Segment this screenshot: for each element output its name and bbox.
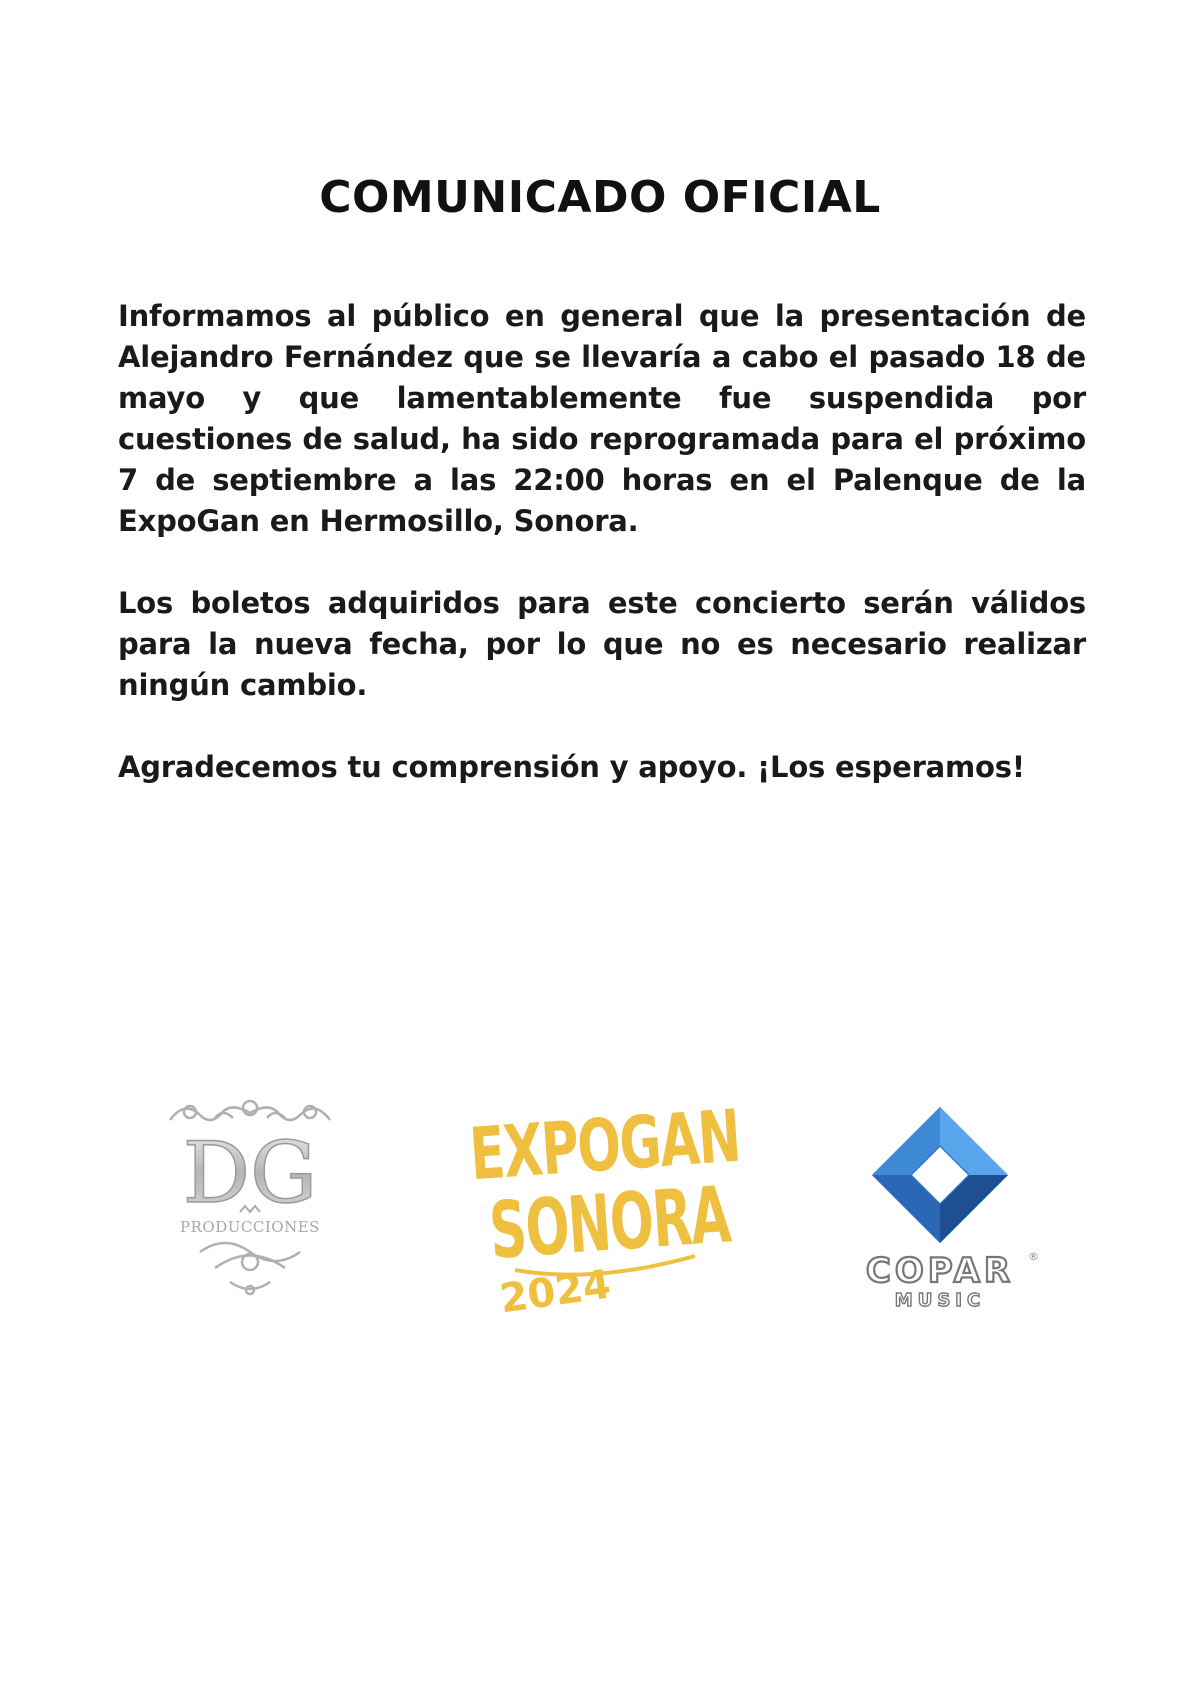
expogan-sonora-logo: [445, 1086, 855, 1330]
dg-producciones-logo: [160, 1090, 340, 1310]
dg-producciones-logo-graphic: [160, 1090, 340, 1310]
dg-monogram: DG: [182, 1124, 318, 1222]
expogan-year: 2024: [496, 1261, 614, 1323]
sponsor-logos: [0, 1086, 1200, 1330]
expogan-sonora-logo-graphic: [445, 1086, 855, 1330]
copar-sub: MUSIC: [894, 1290, 986, 1311]
page-title: COMUNICADO OFICIAL: [319, 172, 881, 223]
copar-name: COPAR: [865, 1251, 1015, 1291]
copar-registered-mark: ®: [1028, 1250, 1039, 1263]
copar-music-logo: [840, 1100, 1050, 1320]
expogan-line1: EXPOGAN: [467, 1086, 852, 1197]
dg-subtitle: PRODUCCIONES: [180, 1218, 320, 1236]
expogan-line2: SONORA: [486, 1161, 855, 1277]
copar-music-logo-graphic: [840, 1100, 1050, 1320]
paragraph-rescheduling: Informamos al público en general que la presentación de Alejandro Fernández que se llevaría a cabo el pasado 18 de mayo y que lamentablemente fue suspendida por cuestiones de salud, ha sido reprogramada para el próximo 7 de septiembre a las 22:00 horas en el Palenque de la ExpoGan en Hermosillo, Sonora.: [118, 299, 1086, 538]
paragraph-thanks: Agradecemos tu comprensión y apoyo. ¡Los esperamos!: [118, 750, 1025, 784]
paragraph-tickets: Los boletos adquiridos para este concierto serán válidos para la nueva fecha, por lo que no es necesario realizar ningún cambio.: [118, 586, 1086, 702]
announcement-body: [118, 296, 1086, 829]
